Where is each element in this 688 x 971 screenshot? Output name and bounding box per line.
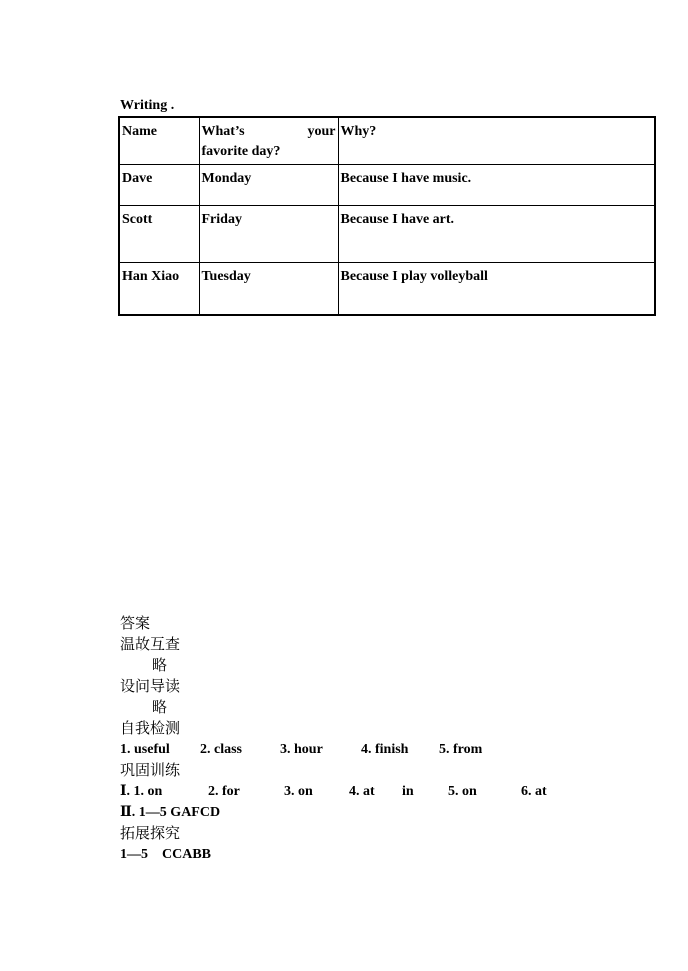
section-body-review: 略 <box>152 656 168 674</box>
answer-item: 4. finish <box>361 742 409 757</box>
consolidation-answers-2: Ⅱ. 1—5 GAFCD <box>120 805 221 820</box>
answer-item: 4. at <box>349 784 375 799</box>
cell-reason: Because I play volleyball <box>338 263 655 315</box>
extension-answers: 1—5 CCABB <box>120 847 212 862</box>
answer-item: 6. at <box>521 784 547 799</box>
cell-name: Scott <box>119 206 199 263</box>
header-name: Name <box>119 117 199 165</box>
table-row <box>119 206 655 263</box>
cell-name: Dave <box>119 165 199 206</box>
answer-item: 2. class <box>200 742 242 757</box>
header-day-part2: your <box>307 124 336 139</box>
consolidation-answers-1 <box>120 781 620 802</box>
cell-reason: Because I have music. <box>338 165 655 206</box>
cell-day: Monday <box>199 165 338 206</box>
header-day-line2: favorite day? <box>201 144 281 159</box>
cell-day: Tuesday <box>199 263 338 315</box>
section-title-guided-reading: 设问导读 <box>120 677 181 695</box>
table-row <box>119 165 655 206</box>
answer-item: 3. on <box>284 784 313 799</box>
table-row <box>119 263 655 315</box>
table-header-row <box>119 117 655 165</box>
answer-item: 5. from <box>439 742 483 757</box>
header-favorite-day <box>199 117 338 165</box>
section-title-consolidation: 巩固训练 <box>120 761 181 779</box>
self-check-answers <box>120 739 620 760</box>
cell-name: Han Xiao <box>119 263 199 315</box>
section-title-review: 温故互查 <box>120 635 181 653</box>
answer-item: in <box>402 784 414 799</box>
cell-reason: Because I have art. <box>338 206 655 263</box>
answer-item: Ⅰ. 1. on <box>120 784 163 799</box>
answers-section <box>120 613 620 865</box>
writing-heading: Writing . <box>120 98 175 113</box>
section-title-extension: 拓展探究 <box>120 824 181 842</box>
answer-item: 5. on <box>448 784 477 799</box>
answers-heading: 答案 <box>120 614 151 632</box>
header-day-part1: What’s <box>201 124 245 139</box>
section-title-self-check: 自我检测 <box>120 719 181 737</box>
answer-item: 2. for <box>208 784 240 799</box>
answer-item: 1. useful <box>120 742 170 757</box>
answer-item: 3. hour <box>280 742 323 757</box>
section-body-guided-reading: 略 <box>152 698 168 716</box>
header-why: Why? <box>338 117 655 165</box>
writing-table <box>118 116 656 316</box>
cell-day: Friday <box>199 206 338 263</box>
